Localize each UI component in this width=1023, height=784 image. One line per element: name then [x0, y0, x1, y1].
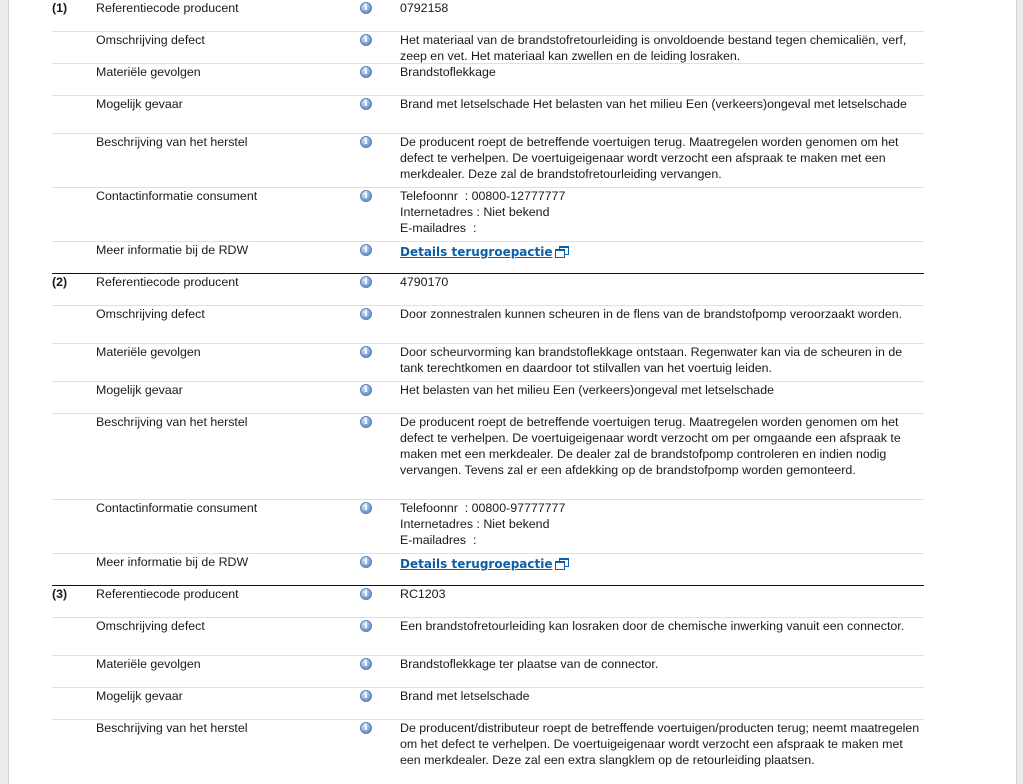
field-label: Mogelijk gevaar	[96, 97, 183, 111]
field-value: De producent/distributeur roept de betreffende voertuigen/producten terug; neemt maatregelen om het defect te verhelpen. De voertuigeigenaar wordt verzocht een afspraak te maken met een merkdealer. Deze zal een extra slangklem op de retourleiding plaatsen.	[400, 721, 920, 767]
field-value	[400, 500, 924, 553]
table-row	[52, 188, 924, 242]
info-icon[interactable]: i	[360, 658, 372, 670]
field-value: 0792158	[400, 1, 449, 15]
contact-line: Telefoonnr : 00800-97777777	[400, 501, 566, 515]
field-label: Omschrijving defect	[96, 33, 205, 47]
field-label: Materiële gevolgen	[96, 65, 201, 79]
field-label: Mogelijk gevaar	[96, 383, 183, 397]
field-value: De producent roept de betreffende voertuigen terug. Maatregelen worden genomen om het defect te verhelpen. De voertuigeigenaar wordt verzocht een afspraak te maken met een merkdealer. Deze zal de brandstofretourleiding vervangen.	[400, 135, 899, 181]
recall-number	[52, 656, 96, 687]
external-window-icon[interactable]	[555, 246, 568, 256]
info-icon-cell	[360, 586, 400, 617]
recall-number	[52, 688, 96, 719]
contact-line: Internetadres : Niet bekend	[400, 205, 550, 219]
info-icon-cell	[360, 656, 400, 687]
field-value: 4790170	[400, 275, 449, 289]
field-value	[400, 554, 924, 585]
info-icon-cell	[360, 688, 400, 719]
recall-block	[52, 274, 924, 586]
info-icon[interactable]: i	[360, 588, 372, 600]
info-icon[interactable]: i	[360, 416, 372, 428]
table-row	[52, 618, 924, 656]
table-row	[52, 500, 924, 554]
info-icon[interactable]: i	[360, 136, 372, 148]
info-icon-cell	[360, 134, 400, 187]
recall-number: (3)	[52, 587, 68, 601]
recall-list	[52, 0, 924, 784]
table-row	[52, 344, 924, 382]
field-value	[400, 188, 924, 241]
info-icon[interactable]: i	[360, 502, 372, 514]
recall-number: (2)	[52, 275, 68, 289]
field-value: Brandstoflekkage ter plaatse van de connector.	[400, 657, 659, 671]
field-label: Beschrijving van het herstel	[96, 721, 248, 735]
field-value: Door zonnestralen kunnen scheuren in de flens van de brandstofpomp veroorzaakt worden.	[400, 307, 903, 321]
field-label: Meer informatie bij de RDW	[96, 243, 249, 257]
recall-number	[52, 64, 96, 95]
table-row	[52, 306, 924, 344]
info-icon[interactable]: i	[360, 34, 372, 46]
field-label: Meer informatie bij de RDW	[96, 555, 249, 569]
recall-number	[52, 306, 96, 343]
info-icon[interactable]: i	[360, 556, 372, 568]
info-icon[interactable]: i	[360, 2, 372, 14]
field-label: Referentiecode producent	[96, 587, 239, 601]
external-window-icon[interactable]	[555, 558, 568, 568]
table-row	[52, 414, 924, 500]
recall-number	[52, 344, 96, 381]
details-terugroepactie-link[interactable]: Details terugroepactie	[400, 557, 553, 571]
field-value: Het materiaal van de brandstofretourleiding is onvoldoende bestand tegen chemicaliën, verf, zeep en vet. Het materiaal kan zwellen en de leiding losraken.	[400, 33, 907, 63]
recall-number	[52, 382, 96, 413]
table-row	[52, 382, 924, 414]
info-icon-cell	[360, 0, 400, 31]
recall-number	[52, 96, 96, 133]
info-icon-cell	[360, 306, 400, 343]
info-icon-cell	[360, 618, 400, 655]
info-icon-cell	[360, 720, 400, 784]
info-icon-cell	[360, 188, 400, 241]
info-icon-cell	[360, 96, 400, 133]
info-icon-cell	[360, 274, 400, 305]
recall-number	[52, 618, 96, 655]
recall-number	[52, 188, 96, 241]
table-row	[52, 0, 924, 32]
info-icon[interactable]: i	[360, 276, 372, 288]
info-icon[interactable]: i	[360, 690, 372, 702]
contact-line: Telefoonnr : 00800-12777777	[400, 189, 566, 203]
field-label: Beschrijving van het herstel	[96, 135, 248, 149]
field-value: RC1203	[400, 587, 446, 601]
field-value: Brand met letselschade Het belasten van het milieu Een (verkeers)ongeval met letselschade	[400, 97, 907, 111]
recall-number	[52, 242, 96, 273]
recall-number	[52, 414, 96, 499]
field-value: Brandstoflekkage	[400, 65, 496, 79]
recall-number	[52, 134, 96, 187]
recall-number	[52, 500, 96, 553]
field-value: De producent roept de betreffende voertuigen terug. Maatregelen worden genomen om het defect te verhelpen. De voertuigeigenaar wordt verzocht om per omgaande een afspraak te maken met een merkdealer. De dealer zal de brandstofpomp controleren en indien nodig vervangen. Tevens zal er een afdekking op de brandstofpomp worden gemonteerd.	[400, 415, 901, 477]
info-icon[interactable]: i	[360, 308, 372, 320]
info-icon[interactable]: i	[360, 722, 372, 734]
info-icon[interactable]: i	[360, 190, 372, 202]
field-value: Het belasten van het milieu Een (verkeers)ongeval met letselschade	[400, 383, 774, 397]
table-row	[52, 274, 924, 306]
field-label: Mogelijk gevaar	[96, 689, 183, 703]
field-label: Contactinformatie consument	[96, 501, 258, 515]
field-value	[400, 242, 924, 273]
info-icon-cell	[360, 242, 400, 273]
contact-line: Internetadres : Niet bekend	[400, 517, 550, 531]
info-icon-cell	[360, 344, 400, 381]
recall-number	[52, 32, 96, 63]
recall-block	[52, 586, 924, 784]
table-row	[52, 134, 924, 188]
table-row	[52, 554, 924, 585]
field-label: Materiële gevolgen	[96, 345, 201, 359]
info-icon[interactable]: i	[360, 620, 372, 632]
recall-number: (1)	[52, 1, 68, 15]
field-label: Omschrijving defect	[96, 619, 205, 633]
field-value: Een brandstofretourleiding kan losraken door de chemische inwerking vanuit een connector.	[400, 619, 905, 633]
recall-number	[52, 720, 96, 784]
table-row	[52, 688, 924, 720]
info-icon-cell	[360, 414, 400, 499]
recall-block	[52, 0, 924, 274]
info-icon[interactable]: i	[360, 98, 372, 110]
info-icon-cell	[360, 554, 400, 585]
contact-line: E-mailadres :	[400, 533, 477, 547]
table-row	[52, 720, 924, 784]
table-row	[52, 242, 924, 273]
field-value: Door scheurvorming kan brandstoflekkage ontstaan. Regenwater kan via de scheuren in de tank terechtkomen en daardoor tot stilvallen van het voertuig leiden.	[400, 345, 903, 375]
table-row	[52, 586, 924, 618]
field-value: Brand met letselschade	[400, 689, 530, 703]
field-label: Referentiecode producent	[96, 275, 239, 289]
info-icon-cell	[360, 64, 400, 95]
info-icon-cell	[360, 500, 400, 553]
recall-page	[8, 0, 1017, 784]
field-label: Materiële gevolgen	[96, 657, 201, 671]
field-label: Referentiecode producent	[96, 1, 239, 15]
table-row	[52, 32, 924, 64]
info-icon[interactable]: i	[360, 66, 372, 78]
table-row	[52, 64, 924, 96]
recall-number	[52, 554, 96, 585]
info-icon-cell	[360, 382, 400, 413]
info-icon-cell	[360, 32, 400, 63]
info-icon[interactable]: i	[360, 244, 372, 256]
contact-line: E-mailadres :	[400, 221, 477, 235]
details-terugroepactie-link[interactable]: Details terugroepactie	[400, 245, 553, 259]
field-label: Beschrijving van het herstel	[96, 415, 248, 429]
info-icon[interactable]: i	[360, 384, 372, 396]
table-row	[52, 96, 924, 134]
info-icon[interactable]: i	[360, 346, 372, 358]
table-row	[52, 656, 924, 688]
field-label: Omschrijving defect	[96, 307, 205, 321]
field-label: Contactinformatie consument	[96, 189, 258, 203]
